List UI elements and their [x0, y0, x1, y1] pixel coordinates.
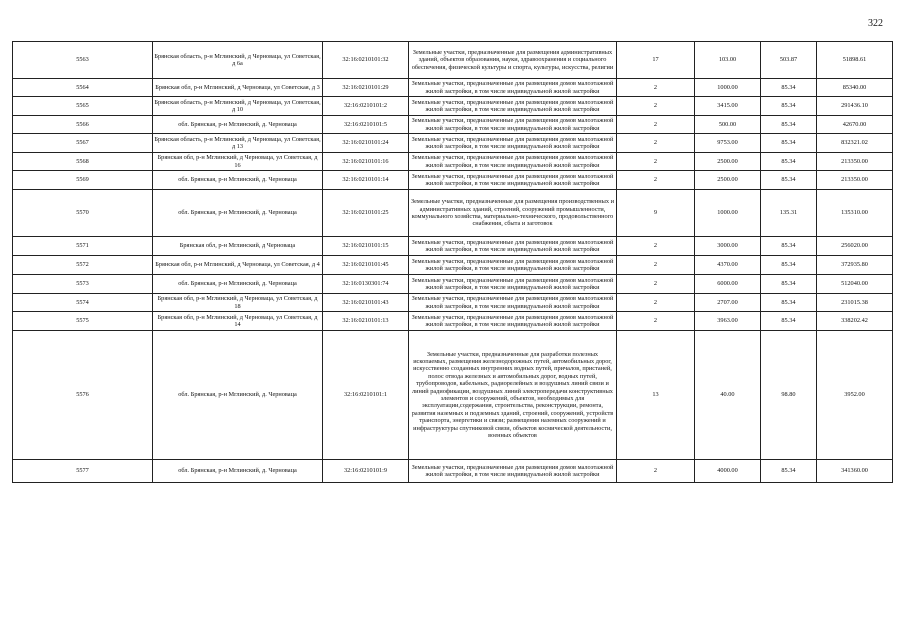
cadastral-number-cell: 32:16:0210101:16 [323, 153, 409, 171]
cadastral-number-cell: 32:16:0130301:74 [323, 275, 409, 294]
table-row [13, 294, 893, 312]
use-code-cell: 17 [617, 42, 695, 79]
specific-value-cell: 135.31 [761, 190, 817, 237]
cadastral-number-cell: 32:16:0210101:45 [323, 256, 409, 275]
land-use-purpose-cell: Земельные участки, предназначенные для размещения домов малоэтажной жилой застройки, в том числе индивидуальной жилой застройки [409, 134, 617, 153]
table-row [13, 237, 893, 256]
land-use-purpose-cell: Земельные участки, предназначенные для размещения домов малоэтажной жилой застройки, в том числе индивидуальной жилой застройки [409, 116, 617, 134]
area-cell: 500.00 [695, 116, 761, 134]
address-cell: обл. Брянская, р-н Мглинский, д. Черноваца [153, 190, 323, 237]
row-number-cell: 5564 [13, 79, 153, 97]
land-use-purpose-cell: Земельные участки, предназначенные для размещения домов малоэтажной жилой застройки, в том числе индивидуальной жилой застройки [409, 237, 617, 256]
cadastral-number-cell: 32:16:0210101:32 [323, 42, 409, 79]
table-row [13, 256, 893, 275]
address-cell: Брянская обл, р-н Мглинский, д Черноваца, ул Советская, д 4 [153, 256, 323, 275]
cadastral-value-cell: 213350.00 [817, 171, 893, 190]
cadastral-number-cell: 32:16:0210101:13 [323, 312, 409, 331]
cadastral-value-cell: 291436.10 [817, 97, 893, 116]
use-code-cell: 9 [617, 190, 695, 237]
land-use-purpose-cell: Земельные участки, предназначенные для размещения домов малоэтажной жилой застройки, в том числе индивидуальной жилой застройки [409, 460, 617, 483]
area-cell: 4000.00 [695, 460, 761, 483]
land-use-purpose-cell: Земельные участки, предназначенные для размещения производственных и административных зданий, строений, сооружений промышленности, коммунального хозяйства, материально-технического, продовольственного снабжения, сбыта и заготовок [409, 190, 617, 237]
row-number-cell: 5568 [13, 153, 153, 171]
table-row [13, 275, 893, 294]
specific-value-cell: 85.34 [761, 97, 817, 116]
row-number-cell: 5571 [13, 237, 153, 256]
use-code-cell: 2 [617, 312, 695, 331]
specific-value-cell: 85.34 [761, 460, 817, 483]
use-code-cell: 2 [617, 97, 695, 116]
use-code-cell: 2 [617, 460, 695, 483]
cadastral-value-cell: 135310.00 [817, 190, 893, 237]
specific-value-cell: 503.87 [761, 42, 817, 79]
use-code-cell: 2 [617, 256, 695, 275]
address-cell: Брянская обл, р-н Мглинский, д Черноваца, ул Советская, д 18 [153, 294, 323, 312]
table-row [13, 312, 893, 331]
land-use-purpose-cell: Земельные участки, предназначенные для размещения домов малоэтажной жилой застройки, в том числе индивидуальной жилой застройки [409, 153, 617, 171]
table-row [13, 134, 893, 153]
cadastral-number-cell: 32:16:0210101:43 [323, 294, 409, 312]
use-code-cell: 2 [617, 171, 695, 190]
table-row [13, 79, 893, 97]
row-number-cell: 5570 [13, 190, 153, 237]
cadastral-value-cell: 372935.80 [817, 256, 893, 275]
table-body [13, 42, 893, 483]
specific-value-cell: 85.34 [761, 116, 817, 134]
land-use-purpose-cell: Земельные участки, предназначенные для размещения домов малоэтажной жилой застройки, в том числе индивидуальной жилой застройки [409, 256, 617, 275]
row-number-cell: 5572 [13, 256, 153, 275]
row-number-cell: 5566 [13, 116, 153, 134]
row-number-cell: 5567 [13, 134, 153, 153]
address-cell: Брянская обл, р-н Мглинский, д Черноваца, ул Советская, д 14 [153, 312, 323, 331]
table-row [13, 460, 893, 483]
address-cell: Брянская область, р-н Мглинский, д Черноваца, ул Советская, д 6а [153, 42, 323, 79]
area-cell: 2500.00 [695, 171, 761, 190]
row-number-cell: 5563 [13, 42, 153, 79]
row-number-cell: 5577 [13, 460, 153, 483]
area-cell: 103.00 [695, 42, 761, 79]
land-use-purpose-cell: Земельные участки, предназначенные для размещения домов малоэтажной жилой застройки, в том числе индивидуальной жилой застройки [409, 171, 617, 190]
use-code-cell: 2 [617, 294, 695, 312]
use-code-cell: 2 [617, 79, 695, 97]
table-row [13, 171, 893, 190]
cadastral-number-cell: 32:16:0210101:1 [323, 331, 409, 460]
area-cell: 3000.00 [695, 237, 761, 256]
address-cell: обл. Брянская, р-н Мглинский, д. Черноваца [153, 331, 323, 460]
cadastral-number-cell: 32:16:0210101:24 [323, 134, 409, 153]
specific-value-cell: 85.34 [761, 153, 817, 171]
row-number-cell: 5575 [13, 312, 153, 331]
page-number: 322 [868, 18, 883, 29]
use-code-cell: 13 [617, 331, 695, 460]
specific-value-cell: 85.34 [761, 237, 817, 256]
cadastral-value-cell: 42670.00 [817, 116, 893, 134]
land-use-purpose-cell: Земельные участки, предназначенные для разработки полезных ископаемых, размещения железнодорожных путей, автомобильных дорог, искусственно созданных внутренних водных путей, причалов, пристаней, полос отвода железных и автомобильных дорог, водных путей, трубопроводов, кабельных, радиорелейных и воздушных линий связи и линий радиофикации, воздушных линий электропередачи конструктивных элементов и сооружений, объектов, необходимых для эксплуатации,содержания, строительства, реконструкции, ремонта, развития наземных и подземных зданий, строений, сооружений, устройств транспорта, энергетики и связи; размещения наземных сооружений и инфраструктуры спутниковой связи, объектов космической деятельности, военных объектов [409, 331, 617, 460]
table-row [13, 42, 893, 79]
cadastral-number-cell: 32:16:0210101:5 [323, 116, 409, 134]
cadastral-number-cell: 32:16:0210101:14 [323, 171, 409, 190]
table-row [13, 116, 893, 134]
address-cell: Брянская область, р-н Мглинский, д Черноваца, ул Советская, д 13 [153, 134, 323, 153]
area-cell: 2707.00 [695, 294, 761, 312]
address-cell: обл. Брянская, р-н Мглинский, д. Черноваца [153, 275, 323, 294]
use-code-cell: 2 [617, 237, 695, 256]
cadastral-value-cell: 512040.00 [817, 275, 893, 294]
cadastral-value-cell: 231015.38 [817, 294, 893, 312]
area-cell: 9753.00 [695, 134, 761, 153]
row-number-cell: 5576 [13, 331, 153, 460]
cadastral-number-cell: 32:16:0210101:15 [323, 237, 409, 256]
specific-value-cell: 85.34 [761, 134, 817, 153]
cadastral-number-cell: 32:16:0210101:25 [323, 190, 409, 237]
specific-value-cell: 85.34 [761, 275, 817, 294]
land-use-purpose-cell: Земельные участки, предназначенные для размещения домов малоэтажной жилой застройки, в том числе индивидуальной жилой застройки [409, 275, 617, 294]
area-cell: 2500.00 [695, 153, 761, 171]
specific-value-cell: 85.34 [761, 79, 817, 97]
specific-value-cell: 85.34 [761, 256, 817, 275]
specific-value-cell: 98.80 [761, 331, 817, 460]
specific-value-cell: 85.34 [761, 312, 817, 331]
cadastral-number-cell: 32:16:0210101:2 [323, 97, 409, 116]
use-code-cell: 2 [617, 275, 695, 294]
land-use-purpose-cell: Земельные участки, предназначенные для размещения домов малоэтажной жилой застройки, в том числе индивидуальной жилой застройки [409, 294, 617, 312]
row-number-cell: 5574 [13, 294, 153, 312]
use-code-cell: 2 [617, 134, 695, 153]
cadastral-value-cell: 256020.00 [817, 237, 893, 256]
land-use-purpose-cell: Земельные участки, предназначенные для размещения домов малоэтажной жилой застройки, в том числе индивидуальной жилой застройки [409, 79, 617, 97]
use-code-cell: 2 [617, 116, 695, 134]
area-cell: 4370.00 [695, 256, 761, 275]
cadastral-value-cell: 213350.00 [817, 153, 893, 171]
table-row [13, 153, 893, 171]
address-cell: Брянская обл, р-н Мглинский, д Черноваца, ул Советская, д 16 [153, 153, 323, 171]
land-use-purpose-cell: Земельные участки, предназначенные для размещения домов малоэтажной жилой застройки, в том числе индивидуальной жилой застройки [409, 312, 617, 331]
address-cell: Брянская область, р-н Мглинский, д Черноваца, ул Советская, д 10 [153, 97, 323, 116]
cadastral-value-cell: 832321.02 [817, 134, 893, 153]
land-use-purpose-cell: Земельные участки, предназначенные для размещения административных зданий, объектов образования, науки, здравоохранения и социального обеспечения, физической культуры и спорта, культуры, искусства, религии [409, 42, 617, 79]
area-cell: 40.00 [695, 331, 761, 460]
area-cell: 1000.00 [695, 190, 761, 237]
cadastral-value-cell: 338202.42 [817, 312, 893, 331]
address-cell: Брянская обл, р-н Мглинский, д Черноваца, ул Советская, д 3 [153, 79, 323, 97]
cadastral-number-cell: 32:16:0210101:29 [323, 79, 409, 97]
address-cell: обл. Брянская, р-н Мглинский, д. Черноваца [153, 460, 323, 483]
cadastral-value-cell: 3952.00 [817, 331, 893, 460]
use-code-cell: 2 [617, 153, 695, 171]
address-cell: Брянская обл, р-н Мглинский, д Черноваца [153, 237, 323, 256]
cadastral-number-cell: 32:16:0210101:9 [323, 460, 409, 483]
address-cell: обл. Брянская, р-н Мглинский, д. Черноваца [153, 116, 323, 134]
specific-value-cell: 85.34 [761, 294, 817, 312]
land-use-purpose-cell: Земельные участки, предназначенные для размещения домов малоэтажной жилой застройки, в том числе индивидуальной жилой застройки [409, 97, 617, 116]
row-number-cell: 5573 [13, 275, 153, 294]
address-cell: обл. Брянская, р-н Мглинский, д. Черноваца [153, 171, 323, 190]
area-cell: 1000.00 [695, 79, 761, 97]
specific-value-cell: 85.34 [761, 171, 817, 190]
area-cell: 6000.00 [695, 275, 761, 294]
cadastral-value-cell: 85340.00 [817, 79, 893, 97]
area-cell: 3415.00 [695, 97, 761, 116]
table-row [13, 190, 893, 237]
cadastral-value-cell: 51898.61 [817, 42, 893, 79]
table-row [13, 331, 893, 460]
land-registry-table [12, 41, 893, 483]
table-row [13, 97, 893, 116]
cadastral-value-cell: 341360.00 [817, 460, 893, 483]
area-cell: 3963.00 [695, 312, 761, 331]
row-number-cell: 5565 [13, 97, 153, 116]
row-number-cell: 5569 [13, 171, 153, 190]
